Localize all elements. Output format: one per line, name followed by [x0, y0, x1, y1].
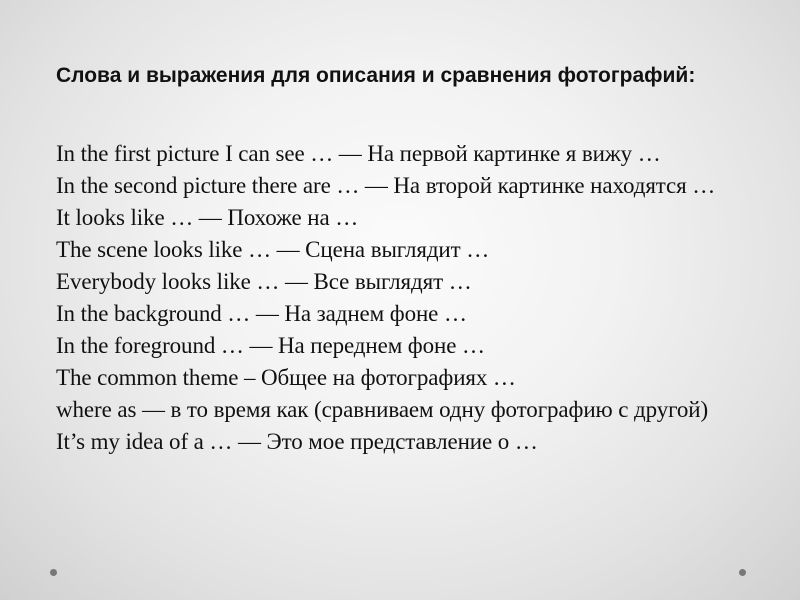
- phrase-item: Everybody looks like … — Все выглядят …: [56, 269, 472, 294]
- phrase-item: The scene looks like … — Сцена выглядит …: [56, 237, 490, 262]
- decorative-dot-right: [739, 569, 746, 576]
- phrase-item: In the background … — На заднем фоне …: [56, 301, 467, 326]
- phrase-item: It looks like … — Похоже на …: [56, 205, 359, 230]
- phrase-item: It’s my idea of a … — Это мое представление о …: [56, 429, 538, 454]
- spacer: [56, 92, 770, 138]
- slide-title: Слова и выражения для описания и сравнения фотографий:: [56, 64, 696, 87]
- phrase-item: In the foreground … — На переднем фоне …: [56, 333, 485, 358]
- phrase-item: where as — в то время как (сравниваем одну фотографию с другой): [56, 397, 709, 422]
- phrase-item: In the second picture there are … — На второй картинке находятся …: [56, 173, 716, 198]
- phrase-item: The common theme – Общее на фотографиях …: [56, 365, 516, 390]
- phrase-list: [56, 138, 770, 458]
- phrase-item: In the first picture I can see … — На первой картинке я вижу …: [56, 141, 661, 166]
- decorative-dot-left: [50, 569, 57, 576]
- slide-content: [56, 60, 770, 458]
